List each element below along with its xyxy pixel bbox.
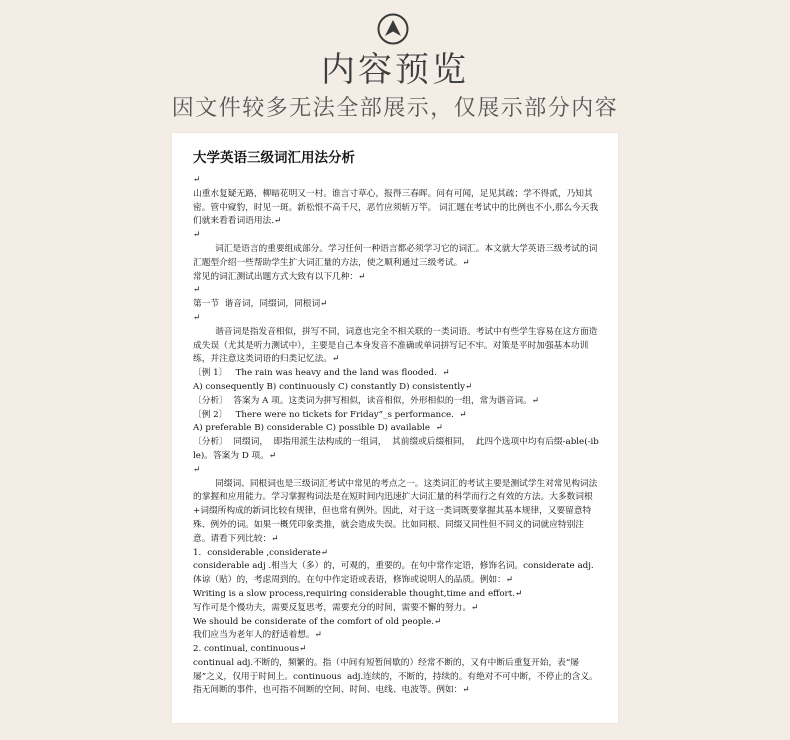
document-paragraph: 〔分析〕 答案为 A 项。这类词为拼写相似，读音相似，外形相似的一组，常为谐音词。↵ <box>193 395 540 406</box>
document-lines <box>193 174 599 698</box>
document-preview[interactable] <box>172 133 618 723</box>
document-paragraph: 山重水复疑无路，柳暗花明又一村。谁言寸草心，报得三春晖。问有可闻，足见其疏；学不得贰，乃知其密。管中窥豹，时见一斑。新松恨不高千尺，恶竹应须斩万竿。 词汇题在考试中的比例也不小,那么今天我们就来看看词语用法.↵ <box>193 188 599 227</box>
document-paragraph: ↵ <box>193 312 201 323</box>
document-body <box>193 145 599 698</box>
document-paragraph: 词汇是语言的重要组成部分。学习任何一种语言都必须学习它的词汇。本文就大学英语三级考试的词汇题型介绍一些帮助学生扩大词汇量的方法，使之顺利通过三级考试。↵ <box>193 243 598 268</box>
document-paragraph: 〔分析〕 同缀词， 即指用派生法构成的一组词， 其前缀或后缀相同， 此四个选项中均有后缀-able(-ible)。答案为 D 项。↵ <box>193 437 599 461</box>
document-paragraph: Writing is a slow process,requiring considerable thought,time and effort.↵ <box>193 588 523 599</box>
page-title: 内容预览 <box>321 50 469 90</box>
preview-header <box>0 0 790 130</box>
document-paragraph: ↵ <box>193 464 201 475</box>
document-paragraph: 谐音词是指发音相似，拼写不同，词意也完全不相关联的一类词语。考试中有些学生容易在这方面造成失误（尤其是听力测试中），主要是自己本身发音不准确或单词拼写记不牢。对策是平时加强基本功训练，并注意这类词语的归类记忆法。↵ <box>193 326 598 365</box>
compass-arrow-icon <box>377 13 409 45</box>
document-paragraph: considerable adj .相当大（多）的，可观的，重要的。在句中常作定语，修饰名词。considerate adj.体谅（贴）的，考虑周到的。在句中作定语或表语，修饰或说明人的品质。例如：↵ <box>193 561 594 586</box>
document-paragraph: 2. continual, continuous↵ <box>193 644 307 655</box>
document-paragraph: 写作可是个慢功夫，需要反复思考，需要充分的时间，需要不懈的努力。↵ <box>193 602 479 613</box>
document-paragraph: A) consequently B) continuously C) constantly D) consistently↵ <box>193 381 473 392</box>
document-paragraph: A) preferable B) considerable C) possible D) available ↵ <box>193 423 443 434</box>
document-paragraph: We should be considerate of the comfort of old people.↵ <box>193 616 442 627</box>
document-title: 大学英语三级词汇用法分析 <box>193 150 355 166</box>
document-paragraph: 第一节 谐音词，同缀词，同根词↵ <box>193 299 328 310</box>
document-paragraph: 〔例 1〕 The rain was heavy and the land was flooded. ↵ <box>193 368 450 379</box>
document-paragraph: 〔例 2〕 There were no tickets for Friday”_s performance. ↵ <box>193 409 467 420</box>
document-paragraph: ↵ <box>193 175 201 185</box>
document-paragraph: 我们应当为老年人的舒适着想。↵ <box>193 630 322 641</box>
document-paragraph: 常见的词汇测试出题方式大致有以下几种：↵ <box>193 271 366 282</box>
document-paragraph: continual adj.不断的，频繁的。指（中间有短暂间歇的）经常不断的，又有中断后重复开始，表“屡屡”之义，仅用于时间上。continuous adj.连续的，不断的，持续的。有绝对不可中断，不停止的含义。指无间断的事件，也可指不间断的空间、时间、电线、电波等。例如：↵ <box>193 657 598 696</box>
page-subtitle: 因文件较多无法全部展示，仅展示部分内容 <box>171 96 619 121</box>
document-paragraph: ↵ <box>193 230 201 241</box>
document-paragraph: 同缀词、同根词也是三级词汇考试中常见的考点之一。这类词汇的考试主要是测试学生对常见构词法的掌握和应用能力。学习掌握构词法是在短时间内迅速扩大词汇量的科学而行之有效的方法。大多数词根+词缀所构成的新词比较有规律，但也常有例外。因此，对于这一类词既要掌握其基本规律，又要留意特殊、例外的词。如果一概凭印象类推，就会造成失误。比如同根、同缀又同性但不同义的词就应特别注意。请看下列比较：↵ <box>193 478 598 544</box>
document-paragraph: ↵ <box>193 285 201 296</box>
document-paragraph: 1．considerable ,considerate↵ <box>193 547 329 558</box>
